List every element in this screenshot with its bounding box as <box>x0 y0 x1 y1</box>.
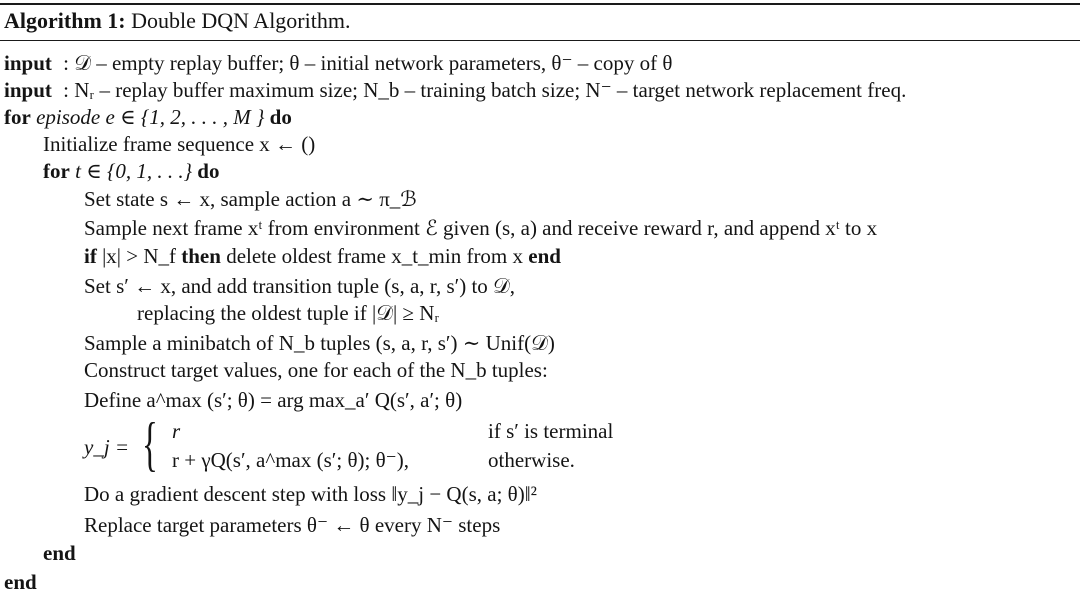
if-keyword: if <box>84 244 97 268</box>
algorithm-label: Algorithm 1: <box>4 8 126 33</box>
algorithm-title: Double DQN Algorithm. <box>131 8 351 33</box>
case-1-condition: if s′ is terminal <box>488 419 614 443</box>
input-line-2 <box>4 77 906 104</box>
gradient-step-line: Do a gradient descent step with loss ‖y_j − Q(s, a; θ)‖² <box>84 482 537 506</box>
input-keyword: input <box>4 78 52 102</box>
define-amax-line: Define a^max (s′; θ) = arg max_a′ Q(s′, a′; θ) <box>84 388 463 412</box>
for-keyword: for <box>43 159 70 183</box>
cases-brace: { <box>142 411 158 477</box>
set-s-prime-line: Set s′ ← x, and add transition tuple (s, a, r, s′) to 𝒟, <box>84 274 516 298</box>
set-state-line: Set state s ← x, sample action a ∼ π_ℬ <box>84 187 417 211</box>
yj-lhs: y_j = <box>84 435 130 459</box>
end-inner-loop: end <box>43 541 76 565</box>
do-keyword: do <box>269 105 292 129</box>
episode-text: episode <box>36 105 101 129</box>
case-2-condition: otherwise. <box>488 448 575 472</box>
input-1-text: : 𝒟 – empty replay buffer; θ – initial network parameters, θ⁻ – copy of θ <box>63 51 673 75</box>
for-keyword: for <box>4 105 31 129</box>
delete-oldest-text: delete oldest frame x_t_min from x <box>226 244 524 268</box>
then-keyword: then <box>181 244 221 268</box>
do-keyword: do <box>197 159 220 183</box>
episode-range: e ∈ {1, 2, . . . , M } <box>105 105 265 129</box>
sample-minibatch-line: Sample a minibatch of N_b tuples (s, a, r, s′) ∼ Unif(𝒟) <box>84 331 555 355</box>
input-line-1 <box>4 50 672 77</box>
for-episode-line <box>4 104 292 131</box>
input-keyword: input <box>4 51 52 75</box>
end-outer-loop: end <box>4 570 37 594</box>
replacing-oldest-line: replacing the oldest tuple if |𝒟| ≥ Nᵣ <box>137 301 440 325</box>
for-t-line <box>43 158 219 185</box>
init-frames-line: Initialize frame sequence x ← () <box>43 132 316 156</box>
sample-next-line: Sample next frame xᵗ from environment ℰ given (s, a) and receive reward r, and append xᵗ to x <box>84 216 878 240</box>
input-2-text: : Nᵣ – replay buffer maximum size; N_b – training batch size; N⁻ – target network replacement freq. <box>63 78 907 102</box>
construct-targets-line: Construct target values, one for each of the N_b tuples: <box>84 358 548 382</box>
caption-rule <box>0 40 1080 41</box>
t-range: t ∈ {0, 1, . . .} <box>75 159 193 183</box>
algorithm-caption <box>4 6 350 36</box>
replace-target-line: Replace target parameters θ⁻ ← θ every N⁻ steps <box>84 513 501 537</box>
if-delete-line <box>84 243 561 270</box>
case-2-expression: r + γQ(s′, a^max (s′; θ); θ⁻), <box>172 448 409 472</box>
end-keyword: end <box>528 244 561 268</box>
top-rule <box>0 3 1080 5</box>
if-condition: |x| > N_f <box>102 244 176 268</box>
case-1-expression: r <box>172 419 181 443</box>
